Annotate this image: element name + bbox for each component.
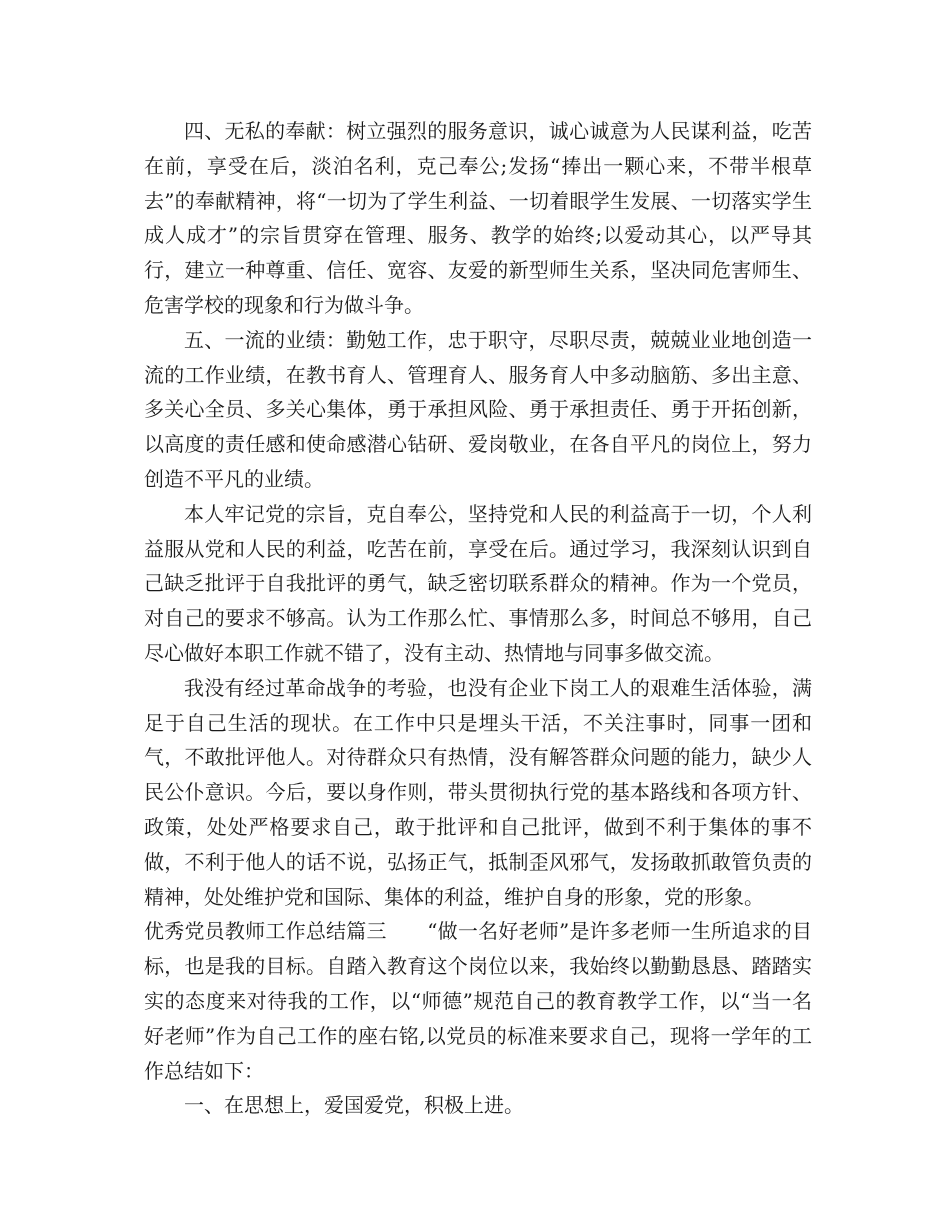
- section-body: “做一名好老师”是许多老师一生所追求的目标，也是我的目标。自踏入教育这个岗位以来，我始终以勤勤恳恳、踏踏实实的态度来对待我的工作，以“师德”规范自己的教育教学工作，以“当一名好老师”作为自己工作的座右铭,以党员的标准来要求自己，现将一学年的工作总结如下：: [144, 919, 813, 1083]
- paragraph-thought: 一、在思想上，爱国爱党，积极上进。: [184, 1093, 524, 1118]
- paragraph-section-three: [144, 914, 812, 1088]
- paragraph-party-purpose: 本人牢记党的宗旨，克自奉公，坚持党和人民的利益高于一切，个人利益服从党和人民的利益，吃苦在前，享受在后。通过学习，我深刻认识到自己缺乏批评于自我批评的勇气，缺乏密切联系群众的精神。作为一个党员，对自己的要求不够高。认为工作那么忙、事情那么多，时间总不够用，自己尽心做好本职工作就不错了，没有主动、热情地与同事多做交流。: [144, 501, 812, 665]
- section-title: 优秀党员教师工作总结篇三: [144, 919, 387, 944]
- document-body: [144, 114, 812, 1123]
- paragraph-selfless-dedication: 四、无私的奉献：树立强烈的服务意识，诚心诚意为人民谋利益，吃苦在前，享受在后，淡泊名利，克己奉公;发扬“捧出一颗心来，不带半根草去”的奉献精神，将“一切为了学生利益、一切着眼学生发展、一切落实学生成人成才”的宗旨贯穿在管理、服务、教学的始终;以爱动其心，以严导其行，建立一种尊重、信任、宽容、友爱的新型师生关系，坚决同危害师生、危害学校的现象和行为做斗争。: [144, 119, 812, 317]
- paragraph-self-criticism: 我没有经过革命战争的考验，也没有企业下岗工人的艰难生活体验，满足于自己生活的现状。在工作中只是埋头干活，不关注事时，同事一团和气，不敢批评他人。对待群众只有热情，没有解答群众问题的能力，缺少人民公仆意识。今后，要以身作则，带头贯彻执行党的基本路线和各项方针、政策，处处严格要求自己，敢于批评和自己批评，做到不利于集体的事不做，不利于他人的话不说，弘扬正气，抵制歪风邪气，发扬敢抓敢管负责的精神，处处维护党和国际、集体的利益，维护自身的形象，党的形象。: [144, 675, 812, 909]
- paragraph-first-class-performance: 五、一流的业绩：勤勉工作，忠于职守，尽职尽责，兢兢业业地创造一流的工作业绩，在教书育人、管理育人、服务育人中多动脑筋、多出主意、多关心全员、多关心集体，勇于承担风险、勇于承担责任、勇于开拓创新，以高度的责任感和使命感潜心钻研、爱岗敬业，在各自平凡的岗位上，努力创造不平凡的业绩。: [144, 327, 812, 491]
- section-spacer: [387, 919, 427, 943]
